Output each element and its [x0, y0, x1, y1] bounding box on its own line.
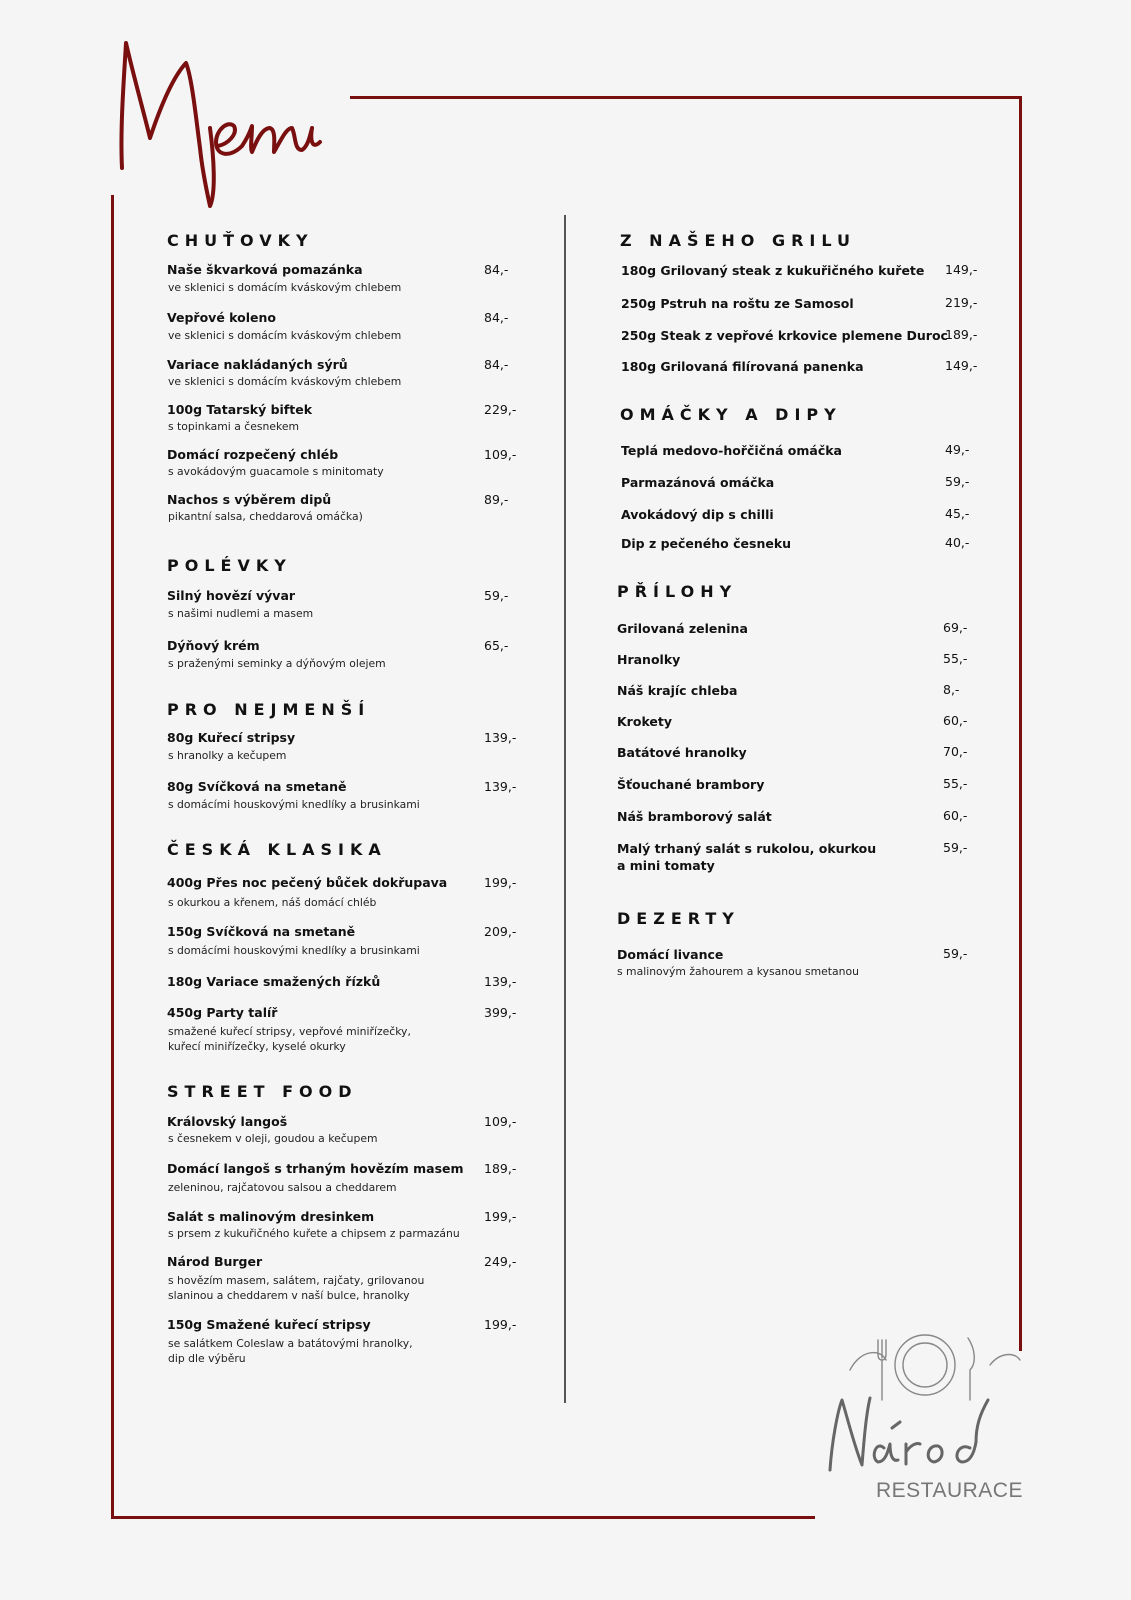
column-divider	[564, 215, 566, 1403]
menu-item-price: 199,-	[484, 1209, 517, 1224]
menu-item-description: zeleninou, rajčatovou salsou a cheddarem	[168, 1181, 397, 1194]
menu-item-price: 199,-	[484, 1317, 517, 1332]
menu-item-price: 189,-	[484, 1161, 517, 1176]
menu-item-name: Avokádový dip s chilli	[621, 507, 774, 522]
section-title: CHUŤOVKY	[167, 231, 314, 250]
menu-item-name: Domácí langoš s trhaným hovězím masem	[167, 1161, 464, 1176]
menu-item-name: Hranolky	[617, 652, 681, 667]
menu-item-name: 180g Variace smažených řízků	[167, 974, 381, 989]
menu-item-name: 80g Svíčková na smetaně	[167, 779, 347, 794]
menu-item-price: 229,-	[484, 402, 517, 417]
section-title: STREET FOOD	[167, 1082, 358, 1101]
menu-item-name: Parmazánová omáčka	[621, 475, 775, 490]
menu-item-price: 40,-	[945, 535, 970, 550]
restaurant-logo	[820, 1330, 1030, 1510]
menu-item-name: 100g Tatarský biftek	[167, 402, 313, 417]
menu-item-price: 60,-	[943, 808, 968, 823]
frame-right	[1019, 96, 1022, 1351]
menu-item-description: s domácími houskovými knedlíky a brusinkami	[168, 944, 420, 957]
logo-script-narod	[830, 1398, 988, 1470]
menu-item-price: 139,-	[484, 779, 517, 794]
menu-item-price: 199,-	[484, 875, 517, 890]
menu-item-name: Šťouchané brambory	[617, 777, 765, 792]
menu-item-description: ve sklenici s domácím kváskovým chlebem	[168, 281, 402, 294]
menu-item-price: 219,-	[945, 295, 978, 310]
menu-item-price: 139,-	[484, 974, 517, 989]
section-title: Z NAŠEHO GRILU	[620, 231, 856, 250]
menu-item-price: 84,-	[484, 357, 509, 372]
section-title: PŘÍLOHY	[617, 582, 738, 601]
menu-item-price: 69,-	[943, 620, 968, 635]
menu-item-price: 59,-	[945, 474, 970, 489]
menu-item-description: ve sklenici s domácím kváskovým chlebem	[168, 329, 402, 342]
menu-item-description: s okurkou a křenem, náš domácí chléb	[168, 896, 377, 909]
menu-item-price: 60,-	[943, 713, 968, 728]
menu-item-name: 180g Grilovaná filírovaná panenka	[621, 359, 864, 374]
menu-item-description: s avokádovým guacamole s minitomaty	[168, 465, 384, 478]
menu-item-name: Vepřové koleno	[167, 310, 276, 325]
menu-item-name: Grilovaná zelenina	[617, 621, 748, 636]
menu-item-price: 59,-	[484, 588, 509, 603]
menu-item-price: 55,-	[943, 776, 968, 791]
menu-item-name: Krokety	[617, 714, 673, 729]
menu-item-name: Salát s malinovým dresinkem	[167, 1209, 375, 1224]
menu-item-name: 450g Party talíř	[167, 1005, 278, 1020]
menu-item-price: 65,-	[484, 638, 509, 653]
menu-item-name: Naše škvarková pomazánka	[167, 262, 363, 277]
menu-item-price: 84,-	[484, 262, 509, 277]
menu-item-description: se salátkem Coleslaw a batátovými hranolky, dip dle výběru	[168, 1337, 413, 1365]
plate-fork-knife-icon	[850, 1335, 1020, 1400]
menu-item-name: Náš bramborový salát	[617, 809, 772, 824]
menu-item-name: Batátové hranolky	[617, 745, 747, 760]
menu-item-price: 149,-	[945, 262, 978, 277]
menu-item-name: Nachos s výběrem dipů	[167, 492, 332, 507]
menu-item-price: 149,-	[945, 358, 978, 373]
section-title: ČESKÁ KLASIKA	[167, 840, 387, 859]
menu-item-price: 55,-	[943, 651, 968, 666]
menu-item-price: 249,-	[484, 1254, 517, 1269]
menu-item-description: smažené kuřecí stripsy, vepřové miniřízečky, kuřecí miniřízečky, kyselé okurky	[168, 1025, 411, 1053]
menu-item-description: s hovězím masem, salátem, rajčaty, grilovanou slaninou a cheddarem v naší bulce, hranolky	[168, 1274, 425, 1302]
menu-item-name: Domácí rozpečený chléb	[167, 447, 339, 462]
menu-item-name: 250g Steak z vepřové krkovice plemene Duroc	[621, 328, 948, 343]
frame-bottom	[111, 1516, 815, 1519]
menu-item-description: s topinkami a česnekem	[168, 420, 299, 433]
menu-title-logo	[110, 18, 340, 218]
menu-item-name: Dýňový krém	[167, 638, 260, 653]
menu-item-name: 250g Pstruh na roštu ze Samosol	[621, 296, 854, 311]
menu-item-description: s hranolky a kečupem	[168, 749, 287, 762]
menu-item-description: s malinovým žahourem a kysanou smetanou	[617, 965, 859, 978]
menu-item-price: 45,-	[945, 506, 970, 521]
section-title: PRO NEJMENŠÍ	[167, 700, 371, 719]
menu-item-name: Teplá medovo-hořčičná omáčka	[621, 443, 842, 458]
menu-item-name: Královský langoš	[167, 1114, 288, 1129]
menu-item-name: Národ Burger	[167, 1254, 263, 1269]
menu-item-description: s domácími houskovými knedlíky a brusinkami	[168, 798, 420, 811]
logo-subtitle: RESTAURACE	[876, 1479, 1023, 1502]
frame-top	[350, 96, 1022, 99]
menu-item-price: 8,-	[943, 682, 960, 697]
menu-item-price: 49,-	[945, 442, 970, 457]
menu-item-name: Náš krajíc chleba	[617, 683, 738, 698]
menu-item-price: 189,-	[945, 327, 978, 342]
menu-item-description: s česnekem v oleji, goudou a kečupem	[168, 1132, 378, 1145]
menu-item-description: pikantní salsa, cheddarová omáčka)	[168, 510, 363, 523]
menu-item-name: Dip z pečeného česneku	[621, 536, 792, 551]
menu-item-name: Silný hovězí vývar	[167, 588, 296, 603]
frame-left	[111, 195, 114, 1519]
menu-item-price: 89,-	[484, 492, 509, 507]
menu-item-description: ve sklenici s domácím kváskovým chlebem	[168, 375, 402, 388]
menu-item-name: 180g Grilovaný steak z kukuřičného kuřete	[621, 263, 925, 278]
menu-item-name: 150g Smažené kuřecí stripsy	[167, 1317, 371, 1332]
menu-item-name: Variace nakládaných sýrů	[167, 357, 348, 372]
section-title: OMÁČKY A DIPY	[620, 405, 842, 424]
menu-item-name: 150g Svíčková na smetaně	[167, 924, 356, 939]
section-title: POLÉVKY	[167, 556, 292, 575]
menu-item-description: s prsem z kukuřičného kuřete a chipsem z parmazánu	[168, 1227, 460, 1240]
menu-item-name: Domácí livance	[617, 947, 724, 962]
menu-item-name: 80g Kuřecí stripsy	[167, 730, 296, 745]
menu-item-price: 399,-	[484, 1005, 517, 1020]
menu-item-price: 70,-	[943, 744, 968, 759]
section-title: DEZERTY	[617, 909, 740, 928]
menu-item-price: 109,-	[484, 447, 517, 462]
menu-item-price: 209,-	[484, 924, 517, 939]
menu-item-price: 109,-	[484, 1114, 517, 1129]
menu-item-price: 139,-	[484, 730, 517, 745]
menu-item-description: s praženými seminky a dýňovým olejem	[168, 657, 386, 670]
menu-item-price: 59,-	[943, 946, 968, 961]
menu-item-price: 84,-	[484, 310, 509, 325]
menu-item-price: 59,-	[943, 840, 968, 855]
menu-item-description: s našimi nudlemi a masem	[168, 607, 314, 620]
menu-item-name: Malý trhaný salát s rukolou, okurkou a mini tomaty	[617, 841, 877, 873]
menu-item-name: 400g Přes noc pečený bůček dokřupava	[167, 875, 448, 890]
